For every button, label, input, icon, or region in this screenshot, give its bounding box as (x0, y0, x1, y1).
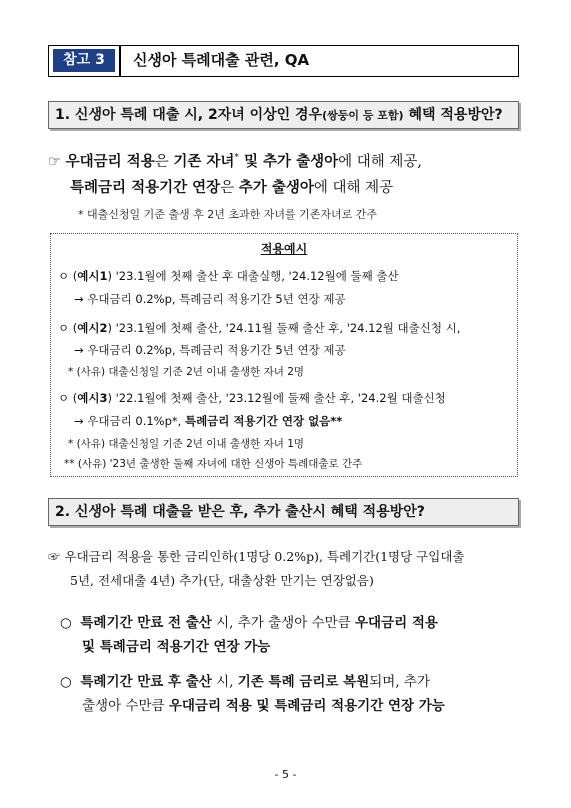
answer-1-line-2: 특례금리 적용기간 연장은 추가 출생아에 대해 제공 (70, 180, 394, 196)
example-1: ㅇ (예시1) '23.1월에 첫째 출산 후 대출실행, '24.12월에 둘째 출산 (58, 269, 399, 283)
question-2-title: 2. 신생아 특례 대출을 받은 후, 추가 출산시 혜택 적용방안? (55, 504, 425, 520)
example-3: ㅇ (예시3) '22.1월에 첫째 출산, '23.12월에 둘째 출산 후, '24.2월 대출신청 (58, 391, 446, 405)
example-2: ㅇ (예시2) '23.1월에 첫째 출산, '24.11월 둘째 출산 후, '24.12월 대출신청 시, (58, 321, 461, 335)
question-1-title: 1. 신생아 특례 대출 시, 2자녀 이상인 경우(쌍둥이 등 포함) 혜택 적용방안? (55, 107, 503, 123)
example-3-note-1: * (사유) 대출신청일 기준 2년 이내 출생한 자녀 1명 (68, 438, 305, 450)
answer-1-line-1: ☞ 우대금리 적용은 기존 자녀* 및 추가 출생아에 대해 제공, (48, 153, 422, 170)
answer-2-item-1-line-2: 및 특례금리 적용기간 연장 가능 (82, 639, 271, 655)
answer-2-item-1-line-1: ○ 특례기간 만료 전 출산 시, 추가 출생아 수만큼 우대금리 적용 (60, 615, 438, 631)
example-2-result: → 우대금리 0.2%p, 특례금리 적용기간 5년 연장 제공 (74, 343, 346, 357)
example-3-note-2: ** (사유) '23년 출생한 둘째 자녀에 대한 신생아 특례대출로 간주 (64, 458, 363, 470)
answer-2-line-1: ☞ 우대금리 적용을 통한 금리인하(1명당 0.2%p), 특례기간(1명당 구입대출 (48, 549, 465, 564)
section-header-box (48, 45, 519, 77)
answer-2-item-2-line-1: ○ 특례기간 만료 후 출산 시, 기존 특례 금리로 복원되며, 추가 (60, 674, 430, 690)
question-2-box (48, 498, 519, 526)
answer-1-note: * 대출신청일 기준 출생 후 2년 초과한 자녀를 기존자녀로 간주 (78, 208, 377, 221)
header-title: 신생아 특례대출 관련, QA (133, 51, 310, 69)
example-2-note: * (사유) 대출신청일 기준 2년 이내 출생한 자녀 2명 (68, 366, 305, 378)
reference-tag: 참고 3 (53, 49, 115, 72)
page-number: - 5 - (274, 768, 297, 781)
question-1-box (48, 101, 519, 129)
header-divider (119, 46, 121, 76)
example-1-result: → 우대금리 0.2%p, 특례금리 적용기간 5년 연장 제공 (74, 292, 346, 306)
example-3-result: → 우대금리 0.1%p*, 특례금리 적용기간 연장 없음** (74, 414, 343, 428)
answer-2-line-2: 5년, 전세대출 4년) 추가(단, 대출상환 만기는 연장없음) (70, 573, 374, 588)
examples-title: 적용예시 (260, 242, 308, 256)
answer-2-item-2-line-2: 출생아 수만큼 우대금리 적용 및 특례금리 적용기간 연장 가능 (82, 698, 445, 714)
